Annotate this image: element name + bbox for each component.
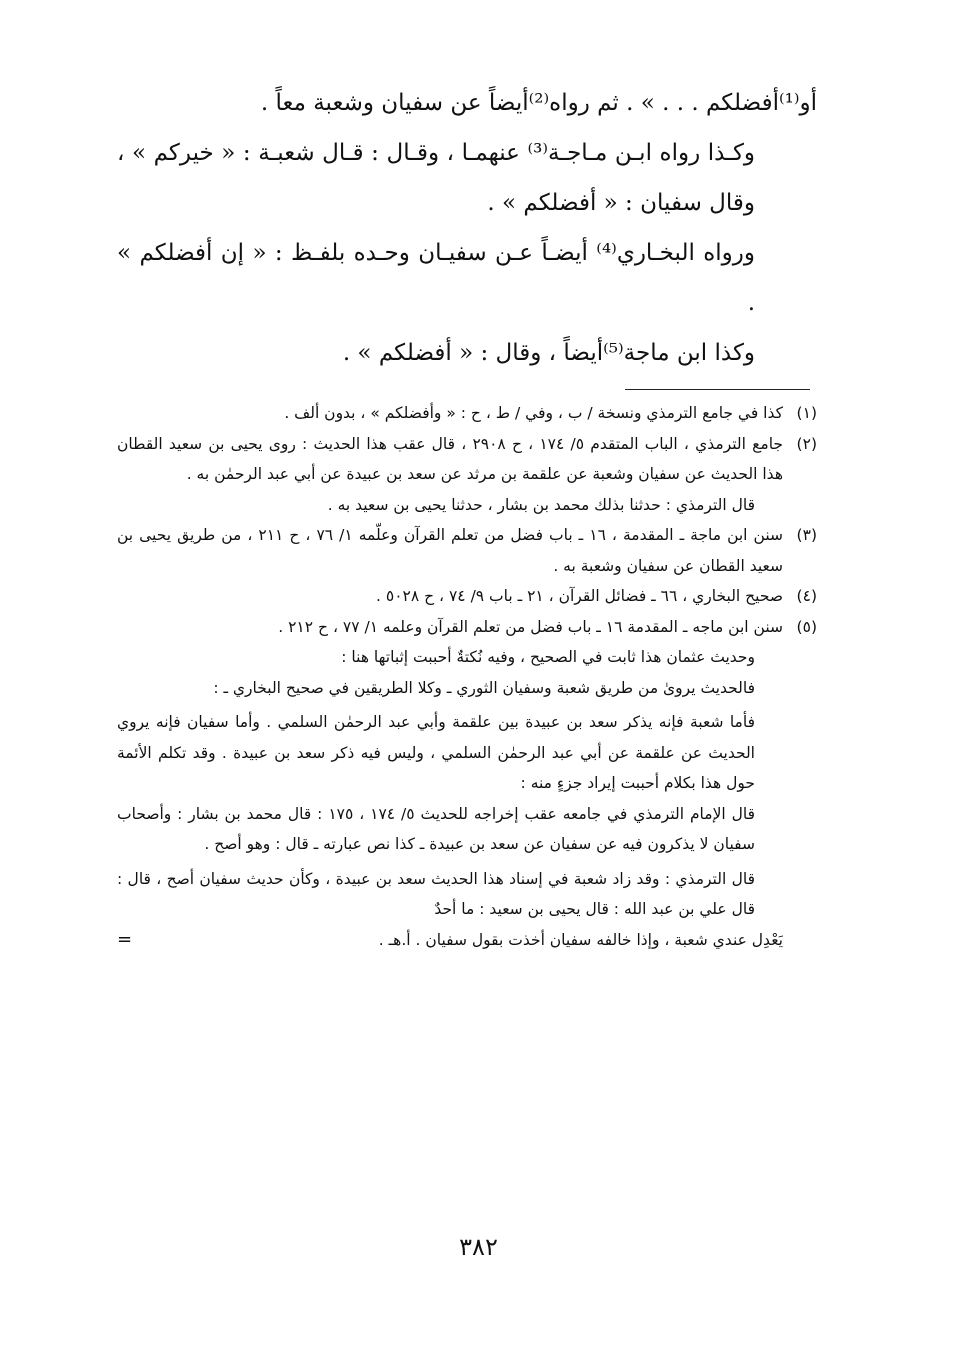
footnote-1 bbox=[117, 398, 817, 429]
footnote-number: (٢) bbox=[796, 434, 817, 453]
footnote-body bbox=[117, 429, 783, 521]
main-paragraph-4: وكذا ابن ماجة⁽⁵⁾أيضاً ، وقال : « أفضلكم » . bbox=[342, 340, 755, 366]
footnote-2 bbox=[117, 429, 817, 521]
footnote-text: سنن ابن ماجة ـ المقدمة ، ١٦ ـ باب فضل من تعلم القرآن وعلّمه ١/ ٧٦ ، ح ٢١١ ، من طريق يحيى بن سعيد القطان عن سفيان وشعبة به . bbox=[117, 526, 783, 575]
footnote-separator bbox=[625, 389, 810, 390]
footnote-text: قال الترمذي : حدثنا بذلك محمد بن بشار ، حدثنا يحيى بن سعيد به . bbox=[327, 495, 755, 514]
footnote-number: (٤) bbox=[796, 587, 817, 605]
footnote-body bbox=[117, 581, 783, 612]
footnotes bbox=[117, 398, 817, 955]
main-paragraph-2: وكـذا رواه ابـن مـاجـة⁽³⁾ عنهمـا ، وقـال : قـال شعبـة : « خيركم » ، وقال سفيان : « أفضلكم » . bbox=[117, 140, 755, 216]
footnote-continuation bbox=[117, 642, 783, 955]
footnote-3 bbox=[117, 520, 817, 581]
footnote-paragraph: قال الإمام الترمذي في جامعه عقب إخراجه للحديث ٥/ ١٧٤ ، ١٧٥ : قال محمد بن بشار : وأصحاب سفيان لا يذكرون فيه عن سفيان عن سعد بن عبيدة ـ كذا نص عبارته ـ قال : وهو أصح . bbox=[117, 804, 756, 853]
footnote-paragraph: فالحديث يروىٰ من طريق شعبة وسفيان الثوري ـ وكلا الطريقين في صحيح البخاري ـ : bbox=[213, 678, 755, 697]
footnote-paragraph: فأما شعبة فإنه يذكر سعد بن عبيدة بين علقمة وأبي عبد الرحمٰن السلمي . وأما سفيان فإنه يروي الحديث عن علقمة عن أبي عبد الرحمٰن السلمي ، وليس فيه ذكر سعد بن عبيدة . وقد تكلم الأئمة حول هذا بكلام أحببت إيراد جزءٍ منه : bbox=[117, 713, 755, 792]
footnote-last-line bbox=[117, 925, 783, 956]
main-line-1: أو⁽¹⁾أفضلكم . . . » . ثم رواه⁽²⁾أيضاً عن سفيان وشعبة معاً . bbox=[260, 90, 817, 116]
footnote-4 bbox=[117, 581, 817, 612]
footnote-text: كذا في جامع الترمذي ونسخة / ب ، وفي / ط ، ح : « وأفضلكم » ، بدون ألف . bbox=[284, 404, 783, 422]
footnote-text: سنن ابن ماجه ـ المقدمة ١٦ ـ باب فضل من تعلم القرآن وعلمه ١/ ٧٧ ، ح ٢١٢ . bbox=[278, 617, 783, 636]
main-text bbox=[117, 78, 817, 378]
footnote-text: صحيح البخاري ، ٦٦ ـ فضائل القرآن ، ٢١ ـ باب ٩/ ٧٤ ، ح ٥٠٢٨ . bbox=[376, 587, 783, 605]
continued-mark: = bbox=[117, 928, 133, 950]
footnote-paragraph: قال الترمذي : وقد زاد شعبة في إسناد هذا الحديث سعد بن عبيدة ، وكأن حديث سفيان أصح ، قال : قال علي بن عبد الله : قال يحيى بن سعيد : ما أحدٌ bbox=[117, 869, 755, 918]
footnote-paragraph-end: يَعْدِل عندي شعبة ، وإذا خالفه سفيان أخذت بقول سفيان . أ.هـ . bbox=[378, 930, 783, 949]
main-paragraph-3: ورواه البخـاري⁽⁴⁾ أيضـاً عـن سفيـان وحـده بلفـظ : « إن أفضلكم » . bbox=[117, 240, 756, 316]
footnote-text: جامع الترمذي ، الباب المتقدم ٥/ ١٧٤ ، ح ٢٩٠٨ ، قال عقب هذا الحديث : روى يحيى بن سعيد القطان هذا الحديث عن سفيان وشعبة عن علقمة بن مرثد عن سعد بن عبيدة عن أبي عبد الرحمٰن به . bbox=[117, 434, 783, 483]
footnote-number: (١) bbox=[796, 404, 817, 422]
footnote-5 bbox=[117, 612, 817, 956]
footnote-number: (٥) bbox=[796, 617, 817, 636]
footnote-number: (٣) bbox=[796, 526, 817, 544]
page-number: ٣٨٢ bbox=[459, 1233, 498, 1261]
footnote-body bbox=[117, 520, 783, 581]
footnote-paragraph: وحديث عثمان هذا ثابت في الصحيح ، وفيه نُكتةٌ أحببت إثباتها هنا : bbox=[341, 648, 755, 666]
footnote-body bbox=[117, 398, 783, 429]
footnote-body bbox=[117, 612, 783, 956]
